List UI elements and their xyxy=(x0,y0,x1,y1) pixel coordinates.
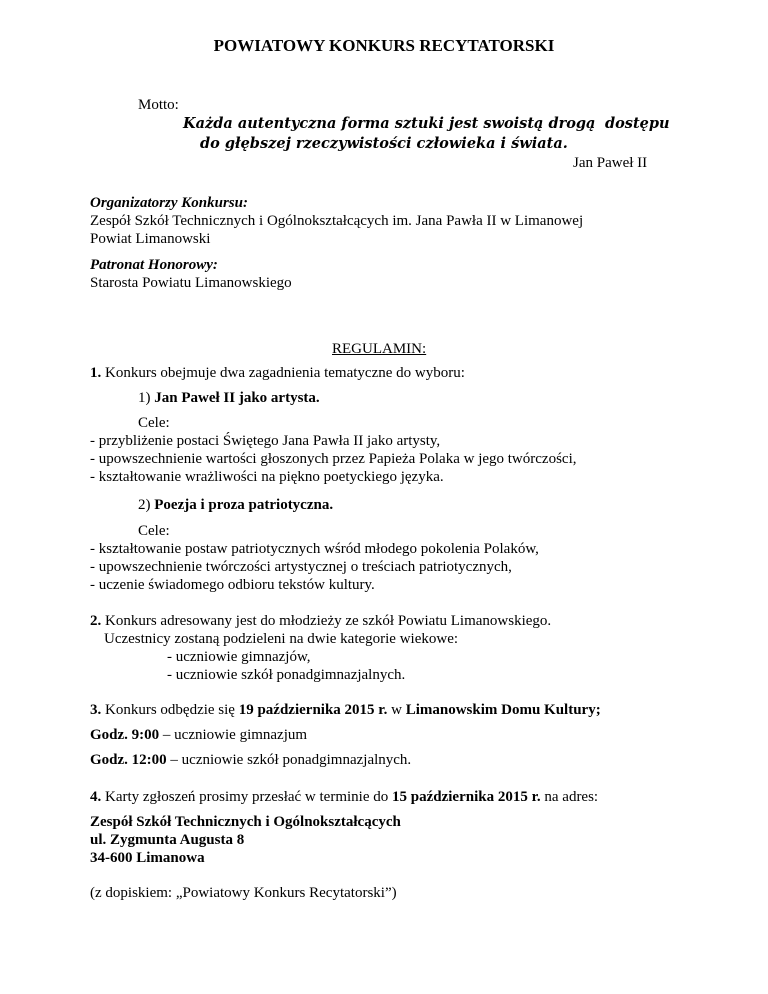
topic2-goal: - upowszechnienie twórczości artystycznej o treściach patriotycznych, xyxy=(90,559,512,575)
age-category: - uczniowie szkół ponadgimnazjalnych. xyxy=(167,667,406,683)
section4-deadline: 15 października 2015 r. xyxy=(392,789,541,805)
regulations-heading: REGULAMIN: xyxy=(332,341,427,357)
section3-place: Limanowskim Domu Kultury; xyxy=(405,702,601,718)
section2-text: Konkurs adresowany jest do młodzieży ze szkół Powiatu Limanowskiego. xyxy=(105,613,552,629)
motto-quote-line1-a: Każda autentyczna forma sztuki jest swoistą drogą xyxy=(183,115,596,132)
section4-text-b: na adres: xyxy=(544,789,599,805)
organizers-heading: Organizatorzy Konkursu: xyxy=(90,195,248,211)
motto-quote-line1-b: dostępu xyxy=(605,115,670,132)
address-text: Zespół Szkół Technicznych i Ogólnokształcących xyxy=(90,814,401,830)
topic1-title-text: Jan Paweł II jako artysta. xyxy=(154,390,320,406)
section2-line1 xyxy=(90,612,551,630)
topic2-goal: - kształtowanie postaw patriotycznych wśród młodego pokolenia Polaków, xyxy=(90,541,539,557)
topic2-goal: - uczenie świadomego odbioru tekstów kultury. xyxy=(90,577,375,593)
address-line xyxy=(90,813,401,831)
slot-time: Godz. 12:00 xyxy=(90,752,167,768)
section1-text: Konkurs obejmuje dwa zagadnienia tematyczne do wyboru: xyxy=(105,365,465,381)
topic2-title xyxy=(138,496,333,514)
motto-label: Motto: xyxy=(138,97,179,113)
section1-intro xyxy=(90,364,465,382)
section3-line xyxy=(90,701,601,719)
topic2-goals-label: Cele: xyxy=(138,523,170,539)
section3-text-b: w xyxy=(391,702,402,718)
topic1-goals-label: Cele: xyxy=(138,415,170,431)
section4-note: (z dopiskiem: „Powiatowy Konkurs Recytatorski”) xyxy=(90,885,397,901)
age-category: - uczniowie gimnazjów, xyxy=(167,649,311,665)
section3-number: 3. xyxy=(90,702,102,718)
schedule-slot xyxy=(90,751,411,769)
patronage-line: Starosta Powiatu Limanowskiego xyxy=(90,275,292,291)
topic1-goal: - przybliżenie postaci Świętego Jana Pawła II jako artysty, xyxy=(90,433,441,449)
section4-line xyxy=(90,788,598,806)
slot-text: – uczniowie szkół ponadgimnazjalnych. xyxy=(170,752,412,768)
topic1-title xyxy=(138,389,320,407)
topic1-number: 1) xyxy=(138,390,151,406)
page-title: POWIATOWY KONKURS RECYTATORSKI xyxy=(213,36,555,55)
slot-time: Godz. 9:00 xyxy=(90,727,160,743)
organizer-line: Powiat Limanowski xyxy=(90,231,211,247)
section1-number: 1. xyxy=(90,365,102,381)
section2-number: 2. xyxy=(90,613,102,629)
address-line xyxy=(90,831,244,849)
address-line xyxy=(90,849,205,867)
section2-line2: Uczestnicy zostaną podzieleni na dwie kategorie wiekowe: xyxy=(104,631,459,647)
address-text: 34-600 Limanowa xyxy=(90,850,205,866)
topic1-goal: - upowszechnienie wartości głoszonych przez Papieża Polaka w jego twórczości, xyxy=(90,451,577,467)
organizer-line: Zespół Szkół Technicznych i Ogólnokształcących im. Jana Pawła II w Limanowej xyxy=(90,213,584,229)
address-text: ul. Zygmunta Augusta 8 xyxy=(90,832,245,848)
section4-text-a: Karty zgłoszeń prosimy przesłać w terminie do xyxy=(105,789,389,805)
motto-quote-line2: do głębszej rzeczywistości człowieka i świata. xyxy=(200,135,568,152)
schedule-slot xyxy=(90,726,307,744)
section4-number: 4. xyxy=(90,789,102,805)
motto-author: Jan Paweł II xyxy=(573,155,648,171)
topic2-title-text: Poezja i proza patriotyczna. xyxy=(154,497,334,513)
section3-text-a: Konkurs odbędzie się xyxy=(105,702,235,718)
topic1-goal: - kształtowanie wrażliwości na piękno poetyckiego języka. xyxy=(90,469,444,485)
section3-date: 19 października 2015 r. xyxy=(238,702,388,718)
topic2-number: 2) xyxy=(138,497,151,513)
patronage-heading: Patronat Honorowy: xyxy=(90,257,218,273)
slot-text: – uczniowie gimnazjum xyxy=(162,727,308,743)
